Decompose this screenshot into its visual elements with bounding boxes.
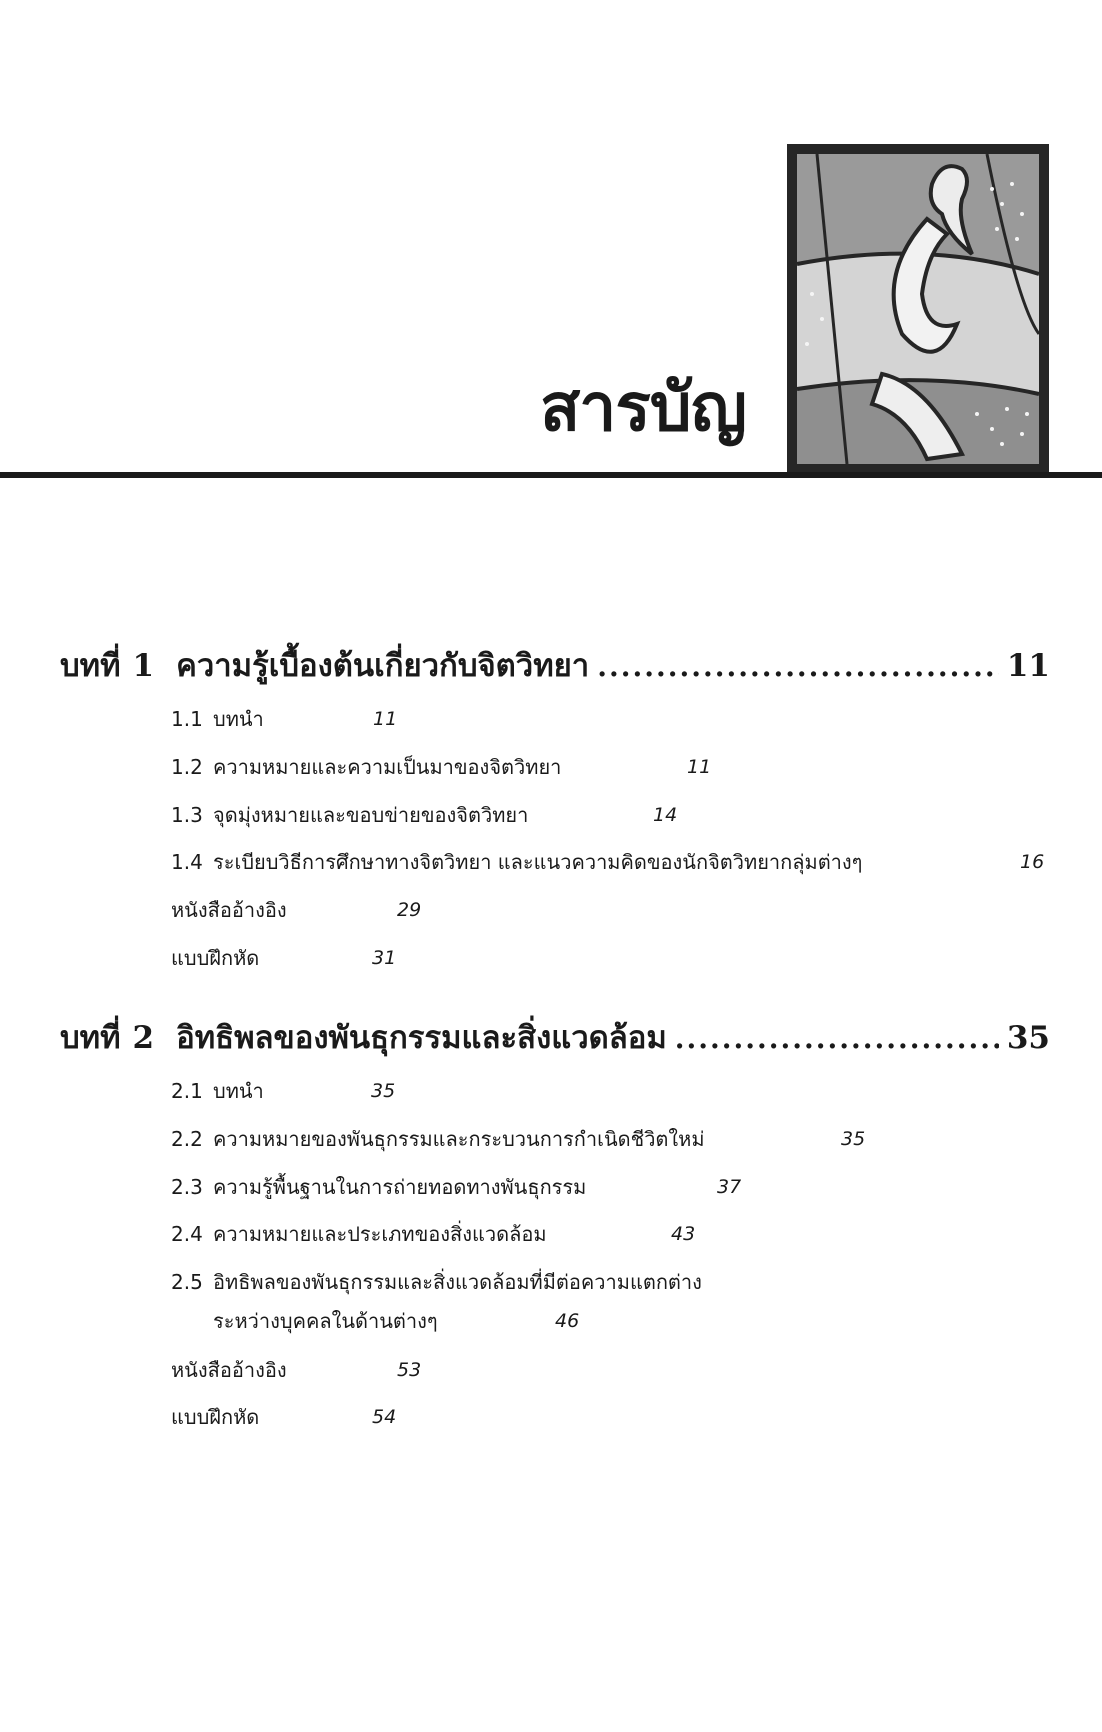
toc-entry-2-4[interactable] xyxy=(171,1218,696,1252)
toc-entry-exercises-1[interactable] xyxy=(171,942,397,976)
entry-page: 54 xyxy=(372,1406,397,1428)
chapter-heading-2[interactable] xyxy=(60,1012,1050,1062)
toc-entry-references-1[interactable] xyxy=(171,894,422,928)
entry-text: บทนำ xyxy=(213,1079,264,1103)
entry-text: ความหมายของพันธุกรรมและกระบวนการกำเนิดชีวิตใหม่ xyxy=(213,1127,705,1151)
entry-page: 31 xyxy=(372,947,397,969)
toc-entry-exercises-2[interactable] xyxy=(171,1401,397,1435)
chapter-page: 35 xyxy=(1006,1020,1050,1056)
entry-page: 46 xyxy=(555,1310,580,1332)
chapter-number: 2 xyxy=(132,1020,155,1056)
entry-number: 1.3 xyxy=(171,803,203,827)
chapter-label: บทที่ xyxy=(60,648,121,684)
entry-text: ระเบียบวิธีการศึกษาทางจิตวิทยา และแนวความคิดของนักจิตวิทยากลุ่มต่างๆ xyxy=(213,850,863,874)
entry-number: 2.1 xyxy=(171,1079,203,1103)
entry-number: 1.4 xyxy=(171,850,203,874)
entry-text: อิทธิพลของพันธุกรรมและสิ่งแวดล้อมที่มีต่อความแตกต่าง xyxy=(213,1270,702,1294)
entry-text: บทนำ xyxy=(213,707,264,731)
chapter-decoration-art xyxy=(787,144,1049,474)
entry-text: ความรู้พื้นฐานในการถ่ายทอดทางพันธุกรรม xyxy=(213,1175,587,1199)
entry-page: 35 xyxy=(841,1128,866,1150)
toc-entry-2-2[interactable] xyxy=(171,1123,871,1157)
entry-page: 43 xyxy=(671,1223,696,1245)
entry-page: 35 xyxy=(371,1080,396,1102)
chapter-label: บทที่ xyxy=(60,1020,121,1056)
header-rule xyxy=(0,472,1102,478)
dot-leader xyxy=(597,650,999,683)
chapter-title: ความรู้เบื้องต้นเกี่ยวกับจิตวิทยา xyxy=(176,648,590,684)
toc-entry-2-5[interactable] xyxy=(171,1266,702,1300)
toc-entry-1-2[interactable] xyxy=(171,751,712,785)
toc-entry-2-5-continued[interactable] xyxy=(213,1305,580,1339)
entry-number: 1.2 xyxy=(171,755,203,779)
entry-text: หนังสืออ้างอิง xyxy=(171,898,287,922)
entry-page: 53 xyxy=(397,1359,422,1381)
dot-leader xyxy=(675,1022,999,1055)
entry-number: 2.5 xyxy=(171,1270,203,1294)
entry-page: 14 xyxy=(653,804,678,826)
entry-number: 1.1 xyxy=(171,707,203,731)
entry-page: 11 xyxy=(373,708,398,730)
entry-page: 37 xyxy=(717,1176,742,1198)
chapter-heading-1[interactable] xyxy=(60,640,1050,690)
entry-text: แบบฝึกหัด xyxy=(171,946,260,970)
entry-text: แบบฝึกหัด xyxy=(171,1405,260,1429)
entry-page: 16 xyxy=(1020,851,1045,873)
toc-entry-1-3[interactable] xyxy=(171,799,678,833)
chapter-number: 1 xyxy=(132,648,155,684)
toc-entry-2-1[interactable] xyxy=(171,1075,396,1109)
entry-text: ความหมายและประเภทของสิ่งแวดล้อม xyxy=(213,1222,547,1246)
chapter-title: อิทธิพลของพันธุกรรมและสิ่งแวดล้อม xyxy=(176,1020,667,1056)
chapter-page: 11 xyxy=(1006,648,1050,684)
entry-page: 29 xyxy=(397,899,422,921)
entry-page: 11 xyxy=(687,756,712,778)
entry-text: หนังสืออ้างอิง xyxy=(171,1358,287,1382)
entry-text-continued: ระหว่างบุคคลในด้านต่างๆ xyxy=(213,1309,438,1333)
toc-entry-2-3[interactable] xyxy=(171,1171,742,1205)
toc-entry-1-1[interactable] xyxy=(171,703,398,737)
page-title: สารบัญ xyxy=(540,369,746,446)
toc-entry-references-2[interactable] xyxy=(171,1354,422,1388)
toc-entry-1-4[interactable] xyxy=(171,846,1051,880)
entry-text: ความหมายและความเป็นมาของจิตวิทยา xyxy=(213,755,562,779)
entry-number: 2.4 xyxy=(171,1222,203,1246)
entry-number: 2.3 xyxy=(171,1175,203,1199)
entry-number: 2.2 xyxy=(171,1127,203,1151)
entry-text: จุดมุ่งหมายและขอบข่ายของจิตวิทยา xyxy=(213,803,529,827)
